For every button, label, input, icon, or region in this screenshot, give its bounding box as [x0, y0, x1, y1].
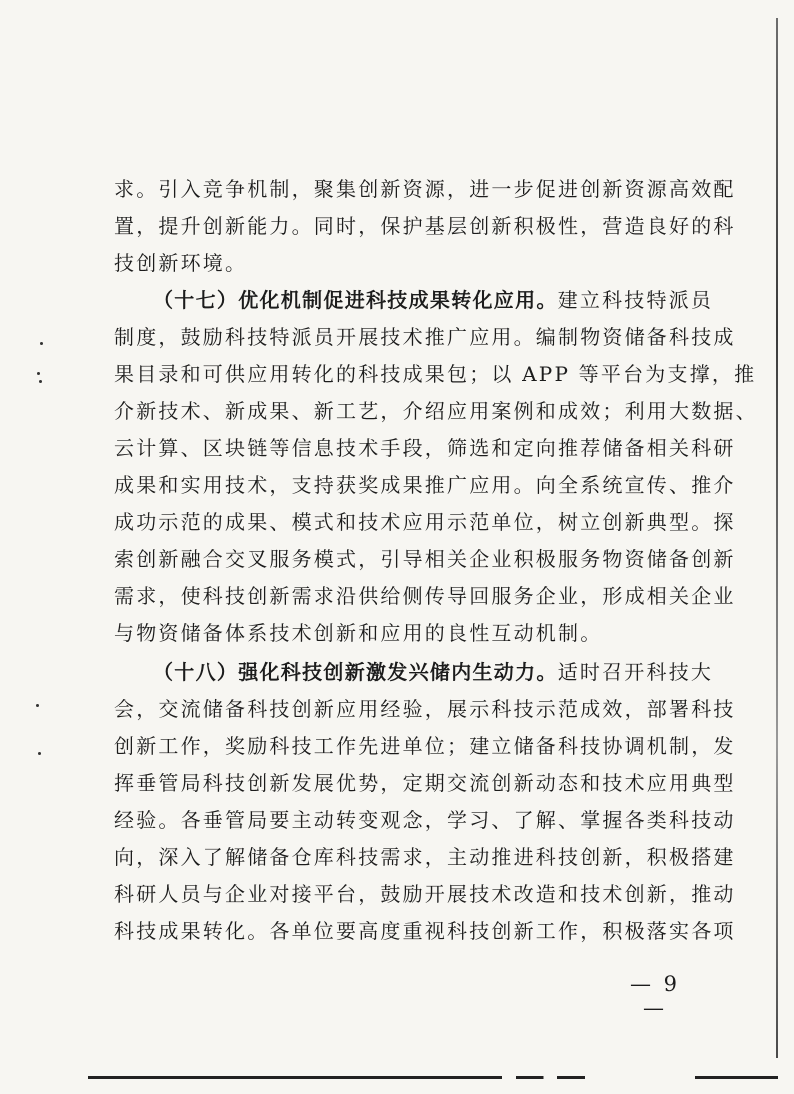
- paragraph-line: 创新工作，奖励科技工作先进单位；建立储备科技协调机制，发: [114, 734, 736, 758]
- paragraph-line: 科技成果转化。各单位要高度重视科技创新工作，积极落实各项: [114, 919, 736, 943]
- paragraph-line: 介新技术、新成果、新工艺，介绍应用案例和成效；利用大数据、: [114, 399, 758, 423]
- paragraph-line: 制度，鼓励科技特派员开展技术推广应用。编制物资储备科技成: [114, 325, 736, 349]
- section-17-first-text: 建立科技特派员: [557, 288, 714, 312]
- paragraph-line: 挥垂管局科技创新发展优势，定期交流创新动态和技术应用典型: [114, 771, 736, 795]
- scan-speck: [40, 342, 43, 345]
- section-18-heading: （十八）强化科技创新激发兴储内生动力。: [153, 660, 558, 684]
- paragraph-line: 成果和实用技术，支持获奖成果推广应用。向全系统宣传、推介: [114, 473, 736, 497]
- scan-edge: [776, 18, 778, 1058]
- scan-speck: [38, 752, 41, 755]
- paragraph-line: 云计算、区块链等信息技术手段，筛选和定向推荐储备相关科研: [114, 436, 736, 460]
- scan-speck: [39, 380, 42, 383]
- page-number: — 9 —: [629, 972, 681, 1020]
- paragraph-line: 科研人员与企业对接平台，鼓励开展技术改造和技术创新，推动: [114, 882, 736, 906]
- scan-speck: [36, 704, 39, 707]
- scan-speck: [37, 372, 40, 375]
- paragraph-line: 果目录和可供应用转化的科技成果包；以 APP 等平台为支撑，推: [114, 362, 757, 386]
- paragraph-line: 会，交流储备科技创新应用经验，展示科技示范成效，部署科技: [114, 697, 736, 721]
- paragraph-line: 需求，使科技创新需求沿供给侧传导回服务企业，形成相关企业: [114, 584, 736, 608]
- paragraph-line: 与物资储备体系技术创新和应用的良性互动机制。: [114, 621, 603, 645]
- footer-rule: [88, 1076, 778, 1079]
- section-18-first-text: 适时召开科技大: [557, 660, 714, 684]
- section-17-heading: （十七）优化机制促进科技成果转化应用。: [153, 288, 558, 312]
- paragraph-line: 求。引入竞争机制，聚集创新资源，进一步促进创新资源高效配: [114, 177, 736, 201]
- section-18-first-line: [153, 660, 713, 684]
- paragraph-line: 技创新环境。: [114, 251, 248, 275]
- paragraph-line: 成功示范的成果、模式和技术应用示范单位，树立创新典型。探: [114, 510, 736, 534]
- paragraph-line: 置，提升创新能力。同时，保护基层创新积极性，营造良好的科: [114, 214, 736, 238]
- paragraph-line: 索创新融合交叉服务模式，引导相关企业积极服务物资储备创新: [114, 547, 736, 571]
- paragraph-line: 向，深入了解储备仓库科技需求，主动推进科技创新，积极搭建: [114, 845, 736, 869]
- section-17-first-line: [153, 288, 713, 312]
- paragraph-line: 经验。各垂管局要主动转变观念，学习、了解、掌握各类科技动: [114, 808, 736, 832]
